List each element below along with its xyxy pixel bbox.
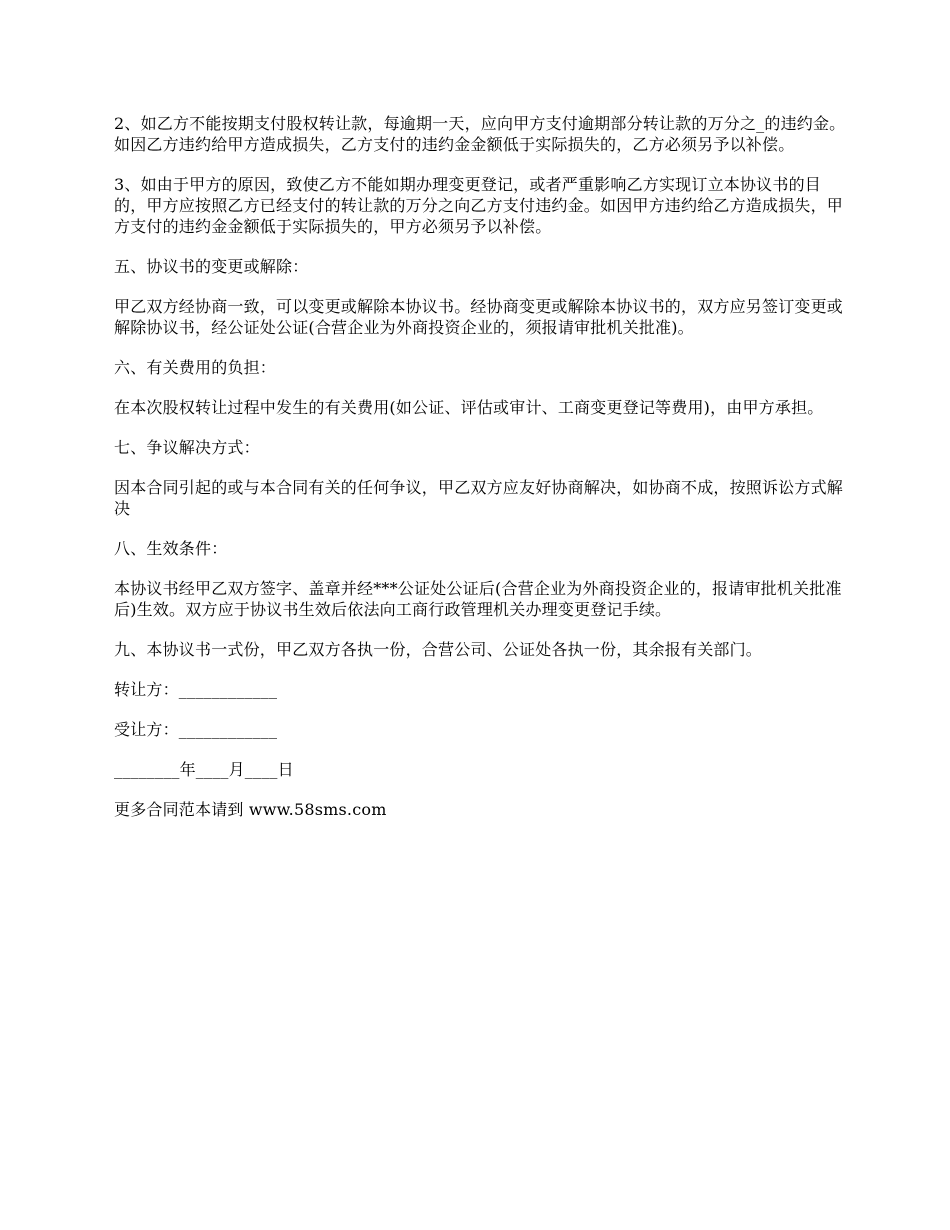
section-5-body: 甲乙双方经协商一致，可以变更或解除本协议书。经协商变更或解除本协议书的，双方应另签订变更或解除协议书，经公证处公证(合营企业为外商投资企业的，须报请审批机关批准)。: [114, 297, 844, 337]
footer-link-text: 更多合同范本请到 www.58sms.com: [114, 800, 387, 819]
section-6-body: 在本次股权转让过程中发生的有关费用(如公证、评估或审计、工商变更登记等费用)，由甲方承担。: [114, 398, 824, 417]
clause-2-paragraph: 2、如乙方不能按期支付股权转让款，每逾期一天，应向甲方支付逾期部分转让款的万分之_的违约金。如因乙方违约给甲方造成损失，乙方支付的违约金金额低于实际损失的，乙方必须另予以补偿。: [114, 114, 846, 154]
transferor-signature-line: 转让方：____________: [114, 680, 278, 699]
section-5-heading: 五、协议书的变更或解除：: [114, 257, 309, 276]
section-9-paragraph: 九、本协议书一式份，甲乙双方各执一份，合营公司、公证处各执一份，其余报有关部门。: [114, 640, 763, 659]
transferee-signature-line: 受让方：____________: [114, 720, 278, 739]
section-6-heading: 六、有关费用的负担：: [114, 358, 277, 377]
section-7-heading: 七、争议解决方式：: [114, 438, 260, 457]
date-line: ________年____月____日: [114, 760, 294, 779]
clause-3-paragraph: 3、如由于甲方的原因，致使乙方不能如期办理变更登记，或者严重影响乙方实现订立本协议书的目的，甲方应按照乙方已经支付的转让款的万分之向乙方支付违约金。如因甲方违约给乙方造成损失，甲方支付的违约金金额低于实际损失的，甲方必须另予以补偿。: [114, 175, 844, 236]
section-8-heading: 八、生效条件：: [114, 539, 228, 558]
section-8-body: 本协议书经甲乙双方签字、盖章并经***公证处公证后(合营企业为外商投资企业的，报请审批机关批准后)生效。双方应于协议书生效后依法向工商行政管理机关办理变更登记手续。: [114, 579, 842, 619]
section-7-body: 因本合同引起的或与本合同有关的任何争议，甲乙双方应友好协商解决，如协商不成，按照诉讼方式解决: [114, 478, 844, 518]
document-page: [114, 113, 850, 839]
